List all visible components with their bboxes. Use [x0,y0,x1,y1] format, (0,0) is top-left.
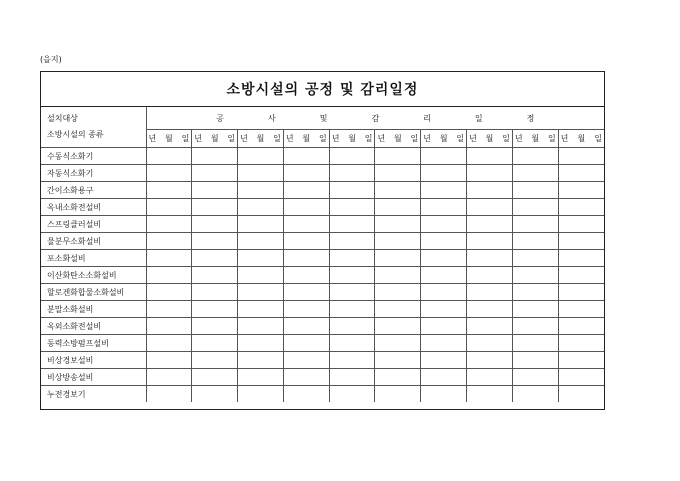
schedule-entry-cell[interactable] [421,233,467,250]
period-unit-label: 년 [377,134,386,143]
schedule-entry-cell[interactable] [467,233,513,250]
facility-name-cell: 비상경보설비 [41,352,146,369]
schedule-entry-cell[interactable] [558,199,604,216]
schedule-entry-cell[interactable] [329,335,375,352]
schedule-entry-cell[interactable] [512,182,558,199]
schedule-entry-cell[interactable] [558,216,604,233]
schedule-entry-cell[interactable] [558,318,604,335]
schedule-entry-cell[interactable] [512,284,558,301]
schedule-header-char: 및 [319,113,328,123]
table-row [41,233,604,250]
schedule-entry-cell[interactable] [375,216,421,233]
table-row [41,301,604,318]
period-unit-label: 년 [560,134,569,143]
facility-name-cell: 누전경보기 [41,386,146,403]
schedule-entry-cell[interactable] [329,199,375,216]
schedule-entry-cell[interactable] [375,250,421,267]
schedule-header-char: 감 [371,113,380,123]
schedule-entry-cell[interactable] [329,369,375,386]
period-header-cell [238,130,284,148]
period-unit-label: 일 [318,134,327,143]
facility-name-cell: 할로겐화합물소화설비 [41,284,146,301]
schedule-entry-cell[interactable] [283,233,329,250]
schedule-entry-cell[interactable] [512,148,558,165]
schedule-entry-cell[interactable] [329,386,375,403]
schedule-entry-cell[interactable] [192,233,238,250]
schedule-entry-cell[interactable] [329,165,375,182]
schedule-entry-cell[interactable] [283,182,329,199]
period-unit-label: 일 [547,134,556,143]
schedule-entry-cell[interactable] [375,335,421,352]
schedule-entry-cell[interactable] [467,148,513,165]
schedule-entry-cell[interactable] [238,233,284,250]
schedule-entry-cell[interactable] [146,267,192,284]
table-row [41,369,604,386]
schedule-entry-cell[interactable] [421,165,467,182]
header-line-2: 소방시설의 종류 [47,130,104,139]
period-unit-label: 년 [285,134,294,143]
schedule-entry-cell[interactable] [467,250,513,267]
schedule-entry-cell[interactable] [467,335,513,352]
schedule-entry-cell[interactable] [375,233,421,250]
table-row [41,335,604,352]
schedule-entry-cell[interactable] [238,369,284,386]
period-header-cell [192,130,238,148]
schedule-entry-cell[interactable] [192,352,238,369]
period-unit-label: 일 [502,134,510,143]
schedule-entry-cell[interactable] [146,284,192,301]
schedule-entry-cell[interactable] [238,335,284,352]
schedule-entry-cell[interactable] [558,301,604,318]
schedule-entry-cell[interactable] [558,250,604,267]
schedule-entry-cell[interactable] [238,352,284,369]
schedule-entry-cell[interactable] [192,284,238,301]
schedule-entry-cell[interactable] [467,318,513,335]
schedule-entry-cell[interactable] [283,267,329,284]
schedule-entry-cell[interactable] [146,165,192,182]
schedule-entry-cell[interactable] [238,386,284,403]
schedule-entry-cell[interactable] [558,386,604,403]
schedule-entry-cell[interactable] [375,284,421,301]
schedule-entry-cell[interactable] [421,182,467,199]
period-unit-label: 월 [394,134,402,143]
table-row [41,216,604,233]
period-header-cell [558,130,604,148]
schedule-entry-cell[interactable] [467,199,513,216]
period-header-cell [329,130,375,148]
schedule-header-char: 정 [526,113,535,123]
schedule-header-char: 일 [474,113,483,123]
schedule-entry-cell[interactable] [192,216,238,233]
schedule-entry-cell[interactable] [375,267,421,284]
schedule-entry-cell[interactable] [558,335,604,352]
schedule-entry-cell[interactable] [421,335,467,352]
schedule-entry-cell[interactable] [146,233,192,250]
facility-name-cell: 포소화설비 [41,250,146,267]
schedule-entry-cell[interactable] [375,182,421,199]
schedule-entry-cell[interactable] [283,199,329,216]
schedule-entry-cell[interactable] [329,148,375,165]
schedule-entry-cell[interactable] [375,386,421,403]
schedule-entry-cell[interactable] [421,318,467,335]
facility-name-cell: 수동식소화기 [41,148,146,165]
schedule-entry-cell[interactable] [375,369,421,386]
schedule-entry-cell[interactable] [558,165,604,182]
table-row [41,352,604,369]
schedule-entry-cell[interactable] [283,335,329,352]
schedule-entry-cell[interactable] [238,199,284,216]
schedule-entry-cell[interactable] [192,182,238,199]
schedule-entry-cell[interactable] [512,335,558,352]
period-unit-label: 월 [165,134,173,143]
schedule-entry-cell[interactable] [192,165,238,182]
schedule-entry-cell[interactable] [146,318,192,335]
period-header-cell [283,130,329,148]
schedule-entry-cell[interactable] [329,233,375,250]
schedule-entry-cell[interactable] [329,352,375,369]
period-header-cell [375,130,421,148]
period-unit-label: 년 [423,134,432,143]
schedule-entry-cell[interactable] [375,318,421,335]
schedule-entry-cell[interactable] [558,369,604,386]
schedule-entry-cell[interactable] [192,250,238,267]
facility-name-cell: 옥내소화전설비 [41,199,146,216]
schedule-entry-cell[interactable] [467,284,513,301]
schedule-entry-cell[interactable] [467,352,513,369]
schedule-entry-cell[interactable] [238,216,284,233]
schedule-entry-cell[interactable] [467,267,513,284]
schedule-entry-cell[interactable] [146,148,192,165]
facility-name-cell: 스프링클러설비 [41,216,146,233]
schedule-entry-cell[interactable] [238,182,284,199]
schedule-entry-cell[interactable] [192,301,238,318]
schedule-entry-cell[interactable] [283,386,329,403]
schedule-entry-cell[interactable] [329,318,375,335]
schedule-entry-cell[interactable] [146,199,192,216]
facility-name-cell: 물분무소화설비 [41,233,146,250]
table-row [41,267,604,284]
schedule-entry-cell[interactable] [146,335,192,352]
schedule-entry-cell[interactable] [283,216,329,233]
schedule-entry-cell[interactable] [192,369,238,386]
schedule-entry-cell[interactable] [512,165,558,182]
schedule-entry-cell[interactable] [283,148,329,165]
schedule-header [146,107,604,130]
period-unit-label: 일 [227,134,236,143]
schedule-entry-cell[interactable] [467,165,513,182]
schedule-entry-cell[interactable] [192,386,238,403]
period-unit-label: 월 [485,134,494,143]
schedule-entry-cell[interactable] [421,216,467,233]
schedule-entry-cell[interactable] [421,284,467,301]
schedule-entry-cell[interactable] [375,199,421,216]
schedule-entry-cell[interactable] [283,301,329,318]
period-unit-label: 일 [181,134,190,143]
facility-name-cell: 간이소화용구 [41,182,146,199]
period-unit-label: 일 [410,134,419,143]
schedule-entry-cell[interactable] [238,165,284,182]
header-line-1: 설치대상 [47,114,78,123]
schedule-entry-cell[interactable] [146,216,192,233]
schedule-entry-cell[interactable] [558,233,604,250]
table-row [41,165,604,182]
schedule-entry-cell[interactable] [192,199,238,216]
schedule-entry-cell[interactable] [146,386,192,403]
schedule-entry-cell[interactable] [283,318,329,335]
schedule-entry-cell[interactable] [512,318,558,335]
facility-name-cell: 이산화탄소소화설비 [41,267,146,284]
schedule-entry-cell[interactable] [467,301,513,318]
schedule-entry-cell[interactable] [192,318,238,335]
schedule-entry-cell[interactable] [421,352,467,369]
schedule-entry-cell[interactable] [283,369,329,386]
schedule-entry-cell[interactable] [283,352,329,369]
facility-name-cell: 자동식소화기 [41,165,146,182]
schedule-entry-cell[interactable] [375,301,421,318]
period-header-cell [467,130,513,148]
schedule-entry-cell[interactable] [146,301,192,318]
schedule-entry-cell[interactable] [329,250,375,267]
period-header-cell [421,130,467,148]
schedule-entry-cell[interactable] [238,318,284,335]
schedule-entry-cell[interactable] [329,301,375,318]
facility-type-header [41,107,146,148]
period-header-cell [146,130,192,148]
period-unit-label: 일 [364,134,373,143]
schedule-entry-cell[interactable] [329,216,375,233]
schedule-entry-cell[interactable] [375,148,421,165]
table-row [41,148,604,165]
schedule-entry-cell[interactable] [512,233,558,250]
schedule-entry-cell[interactable] [512,267,558,284]
facility-name-cell: 비상방송설비 [41,369,146,386]
table-row [41,199,604,216]
schedule-entry-cell[interactable] [192,335,238,352]
facility-name-cell: 동력소방펌프설비 [41,335,146,352]
schedule-entry-cell[interactable] [421,369,467,386]
period-unit-label: 월 [256,134,265,143]
period-unit-label: 년 [469,134,477,143]
schedule-entry-cell[interactable] [421,386,467,403]
period-unit-label: 년 [194,134,203,143]
schedule-entry-cell[interactable] [238,284,284,301]
period-header-cell [512,130,558,148]
schedule-header-char: 리 [423,113,431,123]
schedule-entry-cell[interactable] [558,352,604,369]
schedule-entry-cell[interactable] [421,301,467,318]
schedule-entry-cell[interactable] [467,182,513,199]
schedule-entry-cell[interactable] [558,148,604,165]
table-row [41,318,604,335]
schedule-entry-cell[interactable] [512,352,558,369]
schedule-entry-cell[interactable] [238,267,284,284]
schedule-entry-cell[interactable] [421,267,467,284]
schedule-entry-cell[interactable] [421,199,467,216]
table-row [41,386,604,403]
schedule-entry-cell[interactable] [558,182,604,199]
schedule-entry-cell[interactable] [558,267,604,284]
schedule-entry-cell[interactable] [421,148,467,165]
schedule-entry-cell[interactable] [192,267,238,284]
period-unit-label: 월 [302,134,311,143]
schedule-header-char: 사 [267,113,276,123]
facility-name-cell: 분말소화설비 [41,301,146,318]
period-unit-label: 월 [531,134,540,143]
schedule-entry-cell[interactable] [238,148,284,165]
schedule-form [40,71,605,410]
schedule-entry-cell[interactable] [421,250,467,267]
period-unit-label: 일 [273,134,281,143]
period-unit-label: 년 [148,134,157,143]
schedule-entry-cell[interactable] [146,352,192,369]
table-row [41,250,604,267]
schedule-entry-cell[interactable] [375,165,421,182]
schedule-entry-cell[interactable] [467,386,513,403]
schedule-entry-cell[interactable] [238,301,284,318]
facility-name-cell: 옥외소화전설비 [41,318,146,335]
schedule-entry-cell[interactable] [283,250,329,267]
schedule-entry-cell[interactable] [512,369,558,386]
schedule-entry-cell[interactable] [467,216,513,233]
period-unit-label: 년 [514,134,523,143]
schedule-entry-cell[interactable] [146,182,192,199]
period-unit-label: 일 [594,134,603,143]
schedule-entry-cell[interactable] [512,199,558,216]
schedule-entry-cell[interactable] [512,386,558,403]
schedule-entry-cell[interactable] [329,267,375,284]
schedule-entry-cell[interactable] [558,284,604,301]
table-row [41,284,604,301]
schedule-entry-cell[interactable] [512,301,558,318]
schedule-entry-cell[interactable] [146,369,192,386]
schedule-entry-cell[interactable] [329,284,375,301]
schedule-entry-cell[interactable] [283,284,329,301]
period-unit-label: 월 [439,134,448,143]
period-unit-label: 월 [577,134,586,143]
schedule-table [41,107,604,402]
schedule-entry-cell[interactable] [192,148,238,165]
period-unit-label: 년 [240,134,248,143]
schedule-entry-cell[interactable] [329,182,375,199]
schedule-entry-cell[interactable] [467,369,513,386]
schedule-entry-cell[interactable] [283,165,329,182]
schedule-entry-cell[interactable] [512,216,558,233]
form-title: 소방시설의 공정 및 감리일정 [41,72,604,107]
schedule-header-char: 공 [216,113,224,123]
schedule-entry-cell[interactable] [512,250,558,267]
table-row [41,182,604,199]
period-unit-label: 월 [348,134,356,143]
period-unit-label: 년 [331,134,340,143]
schedule-entry-cell[interactable] [238,250,284,267]
period-unit-label: 월 [210,134,219,143]
schedule-entry-cell[interactable] [375,352,421,369]
period-unit-label: 일 [456,134,465,143]
form-label: (을지) [40,55,62,64]
schedule-entry-cell[interactable] [146,250,192,267]
